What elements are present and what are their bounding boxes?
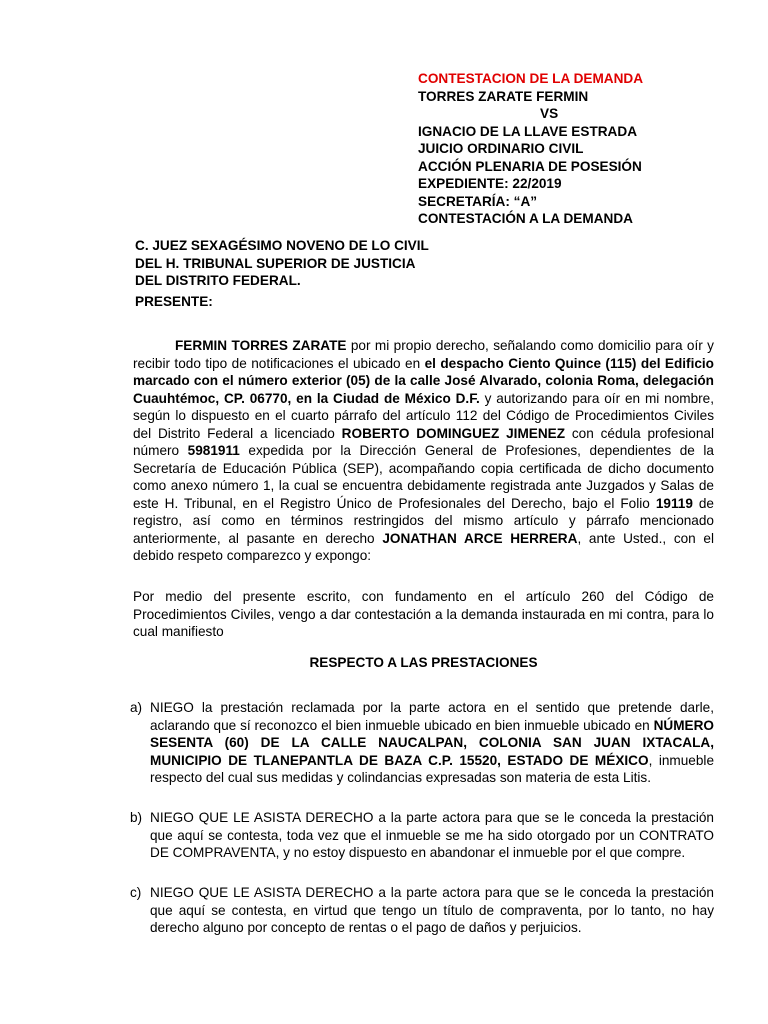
text-span: por mi propio derecho, señalando como domicilio para oír y recibir todo tipo de notificaciones el ubicado en	[133, 338, 714, 371]
section-title: RESPECTO A LAS PRESTACIONES	[309, 655, 538, 670]
secretariat: SECRETARÍA: “A”	[418, 193, 538, 209]
text-span: y autorizando para oír en mi nombre, según lo dispuesto en el cuarto párrafo del artículo 112 del Código de Procedimientos Civiles del Distrito Federal a licenciado	[133, 390, 715, 441]
case-header	[418, 70, 748, 228]
list-marker: c)	[130, 885, 142, 900]
salutation: PRESENTE:	[135, 294, 213, 309]
text-span: expedida por la Dirección General de Profesiones, dependientes de la Secretaría de Educación Pública (SEP), acompañando copia certificada de dicho documento como anexo número 1, la cual se encuentra debidamente registrada ante Juzgados y Salas de este H. Tribunal, en el Registro Único de Profesionales del Derecho, bajo el Folio	[133, 443, 714, 511]
appellant-name: FERMIN TORRES ZARATE	[175, 338, 347, 353]
list-item-text: NIEGO QUE LE ASISTA DERECHO a la parte actora para que se le conceda la prestación que aquí se contesta, toda vez que el inmueble se me ha sido otorgado por un CONTRATO DE COMPRAVENTA, y no estoy dispuesto en abandonar el inmueble por el que compre.	[150, 810, 714, 860]
addressee-line: DEL H. TRIBUNAL SUPERIOR DE JUSTICIA	[135, 255, 416, 271]
property-address: NÚMERO SESENTA (60) DE LA CALLE NAUCALPAN, COLONIA SAN JUAN IXTACALA, MUNICIPIO DE TLANEPANTLA DE BAZA C.P. 15520, ESTADO DE MÉXICO	[150, 717, 714, 768]
text-span: , inmueble respecto del cual sus medidas y colindancias expresadas son materia de esta Litis.	[150, 752, 714, 785]
addressee-line: DEL DISTRITO FEDERAL.	[135, 273, 301, 288]
plaintiff-name: TORRES ZARATE FERMIN	[418, 88, 589, 104]
text-span: , ante Usted., con el debido respeto comparezco y expongo:	[133, 530, 715, 563]
folio-number: 19119	[655, 495, 693, 511]
text-span: NIEGO la prestación reclamada por la parte actora en el sentido que pretende darle, aclarando que sí reconozco el bien inmueble ubicado en bien inmueble ubicado en	[150, 700, 714, 733]
defendant-name: IGNACIO DE LA LLAVE ESTRADA	[418, 123, 638, 139]
list-marker: a)	[130, 700, 143, 715]
list-marker: b)	[130, 810, 143, 825]
lawyer-name: ROBERTO DOMINGUEZ JIMENEZ	[341, 425, 566, 441]
statement-paragraph: Por medio del presente escrito, con fundamento en el artículo 260 del Código de Procedimientos Civiles, vengo a dar contestación a la demanda instaurada en mi contra, para lo cual manifiesto	[133, 589, 714, 639]
text-span: de registro, así como en términos restringidos del mismo artículo y párrafo mencionado anteriormente, al pasante en derecho	[133, 495, 714, 546]
versus-label: VS	[540, 106, 559, 121]
addressee-block	[135, 237, 429, 290]
case-file-number: EXPEDIENTE: 22/2019	[418, 176, 562, 191]
document-subject: CONTESTACIÓN A LA DEMANDA	[418, 211, 633, 226]
text-span: con cédula profesional número	[133, 425, 714, 458]
intro-paragraph	[133, 337, 714, 565]
list-item-text	[150, 699, 714, 787]
list-item-text: NIEGO QUE LE ASISTA DERECHO a la parte actora para que se le conceda la prestación que aquí se contesta, en virtud que tengo un título de compraventa, por lo tanto, no hay derecho alguno por concepto de rentas o el pago de daños y perjuicios.	[150, 885, 714, 935]
license-number: 5981911	[187, 443, 240, 458]
document-title: CONTESTACION DE LA DEMANDA	[418, 71, 644, 86]
trial-type: JUICIO ORDINARIO CIVIL	[418, 141, 584, 156]
office-address: el despacho Ciento Quince (115) del Edificio marcado con el número exterior (05) de la calle José Alvarado, colonia Roma, delegación Cuauhtémoc, CP. 06770, en la Ciudad de México D.F.	[133, 355, 714, 406]
addressee-line: C. JUEZ SEXAGÉSIMO NOVENO DE LO CIVIL	[135, 238, 429, 253]
action-type: ACCIÓN PLENARIA DE POSESIÓN	[418, 158, 642, 174]
intern-name: JONATHAN ARCE HERRERA	[382, 530, 578, 546]
